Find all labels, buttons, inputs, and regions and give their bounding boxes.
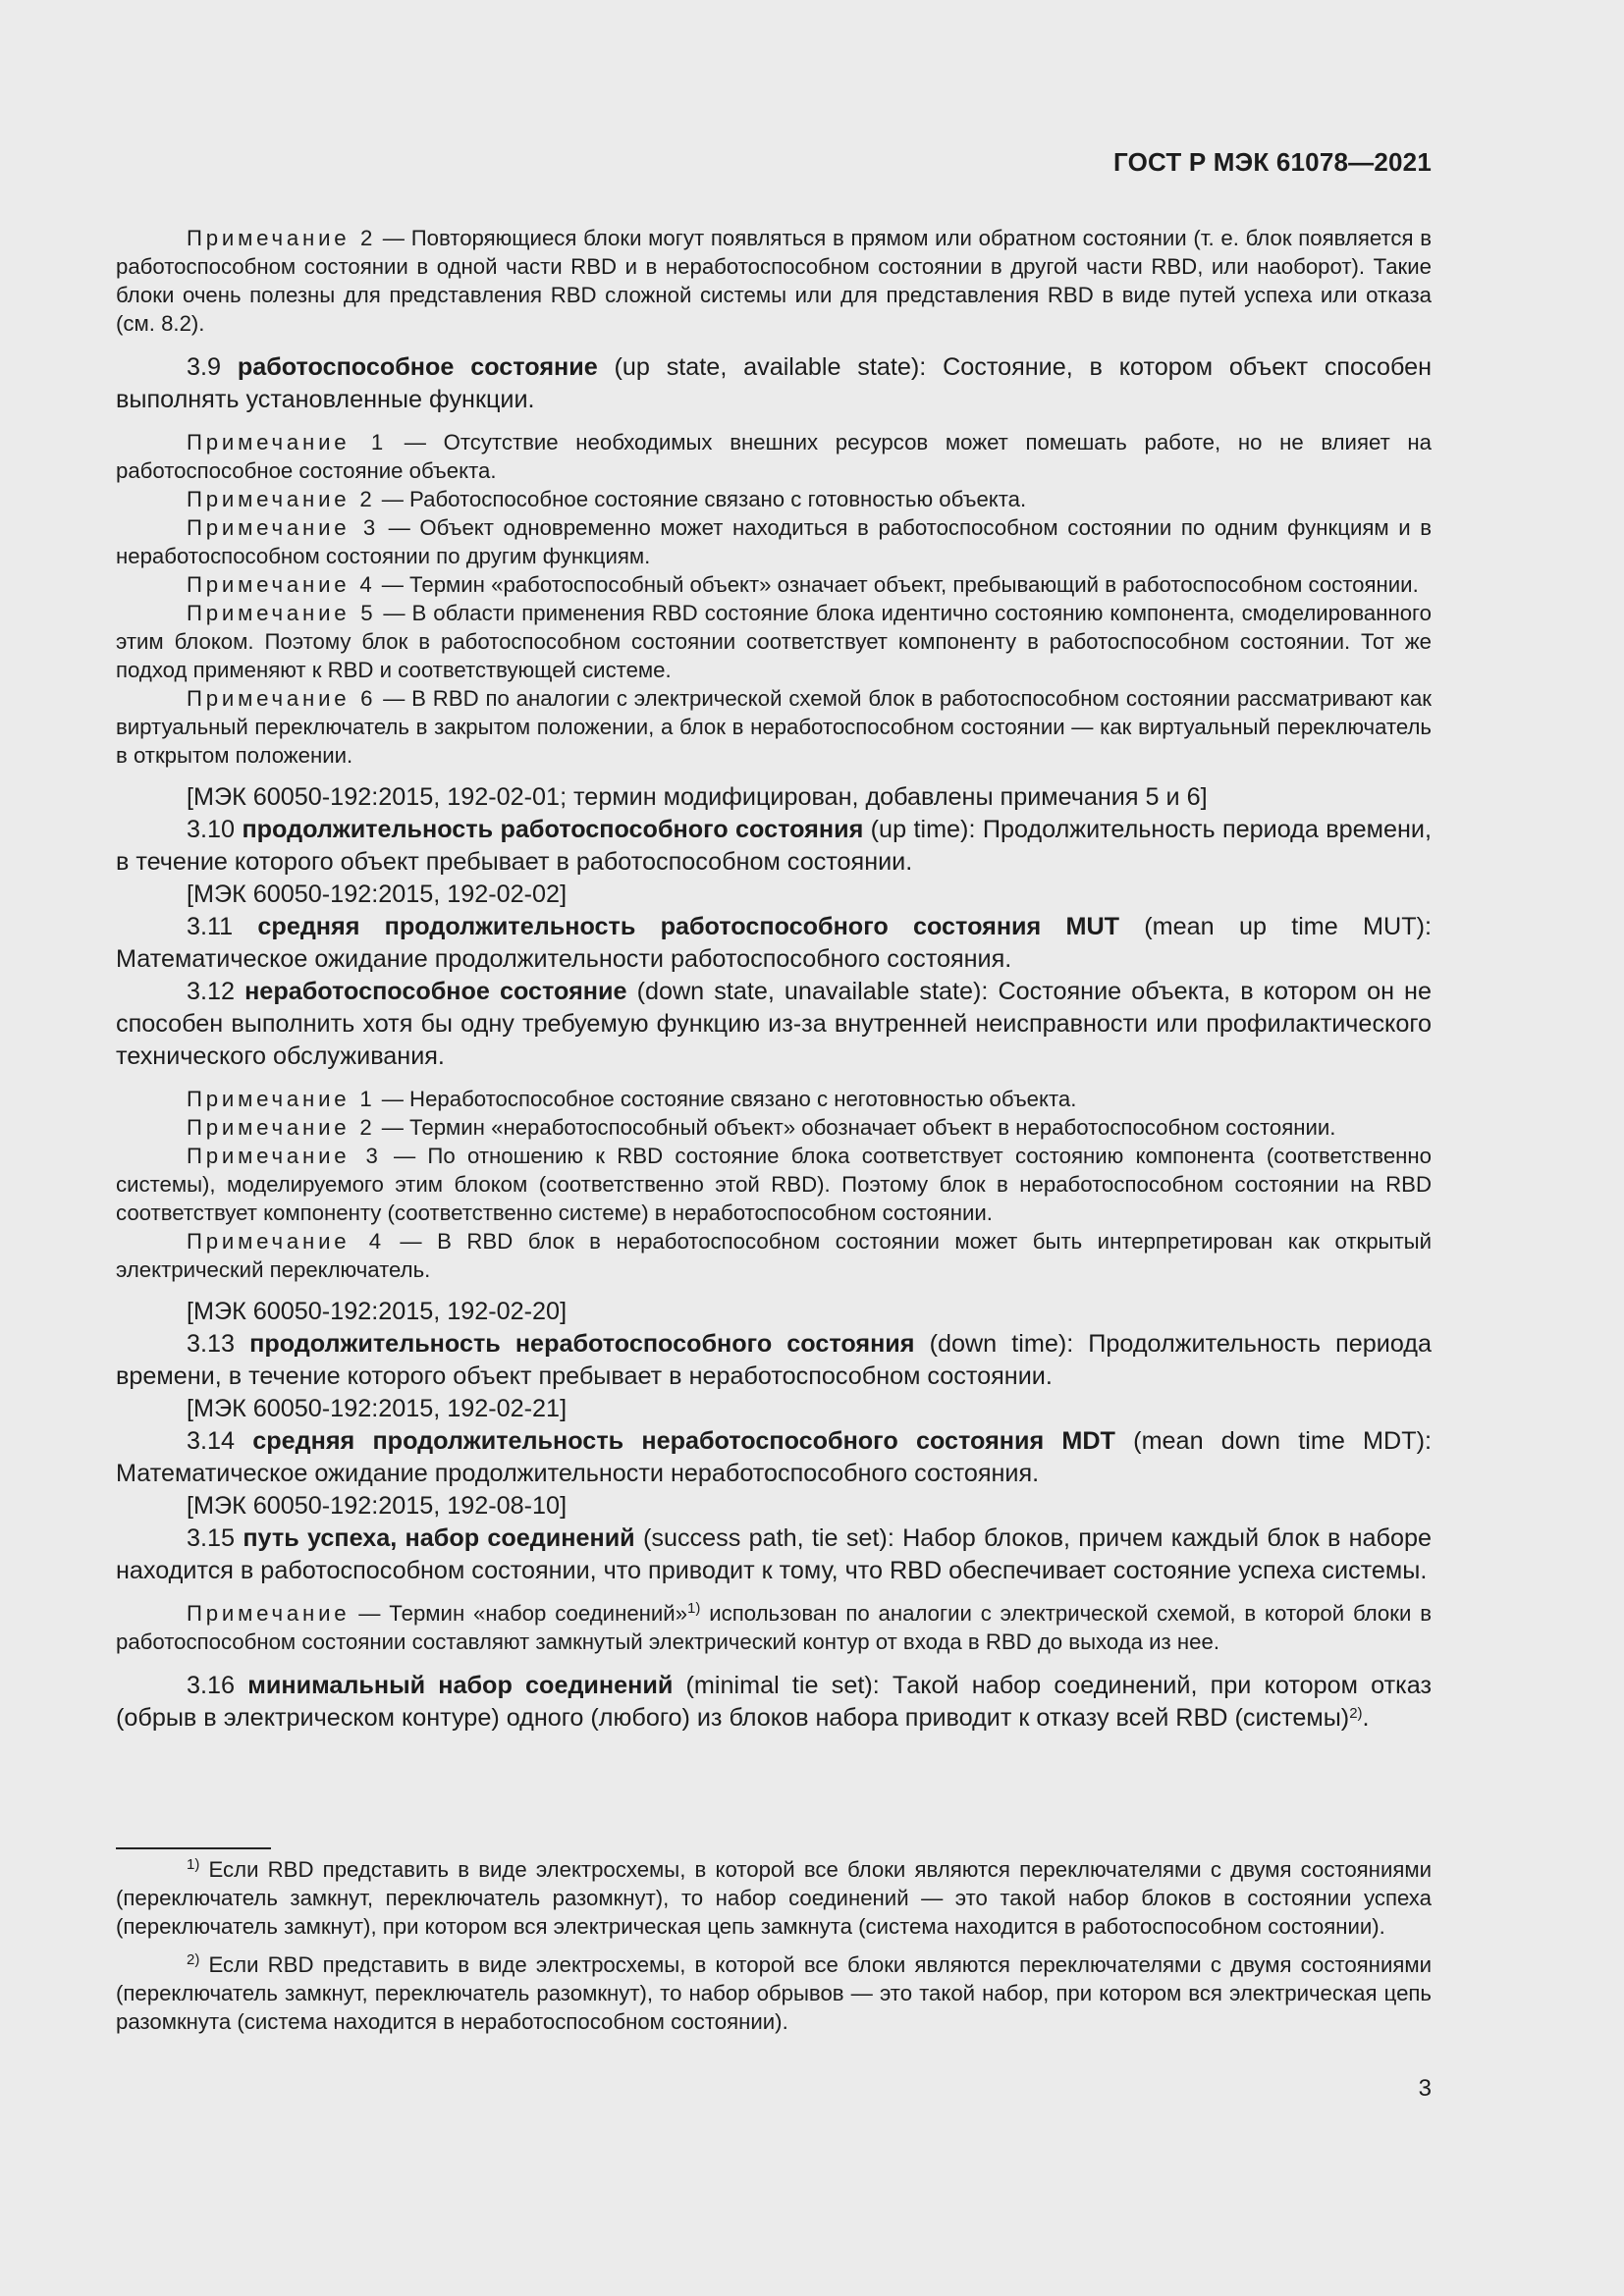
- term-3-9: [116, 351, 1432, 416]
- source-reference: [МЭК 60050-192:2015, 192-02-02]: [187, 881, 568, 908]
- term-name: средняя продолжительность неработоспособного состояния MDT: [252, 1427, 1115, 1455]
- note-text: — Работоспособное состояние связано с готовностью объекта.: [375, 487, 1027, 511]
- footnote-text: Если RBD представить в виде электросхемы, в которой все блоки являются переключателями с двумя состояниями (переключатель замкнут, переключатель разомкнут), то набор обрывов — это такой набор, при котором вся электрическая цепь разомкнута (система находится в неработоспособном состоянии).: [116, 1952, 1432, 2034]
- note-label: Примечание 2: [187, 226, 377, 250]
- note-text: — Термин «набор соединений»: [350, 1601, 688, 1626]
- term-definition: (mean up time MUT): Математическое ожидание продолжительности работоспособного состояния.: [116, 913, 1432, 973]
- term-number: 3.13: [187, 1330, 250, 1358]
- term-definition: (down state, unavailable state): Состояние объекта, в котором он не способен выполнить хотя бы одну требуемую функцию из-за внутренней неисправности или профилактического технического обслуживания.: [116, 978, 1432, 1070]
- note-text: — Объект одновременно может находиться в работоспособном состоянии по одним функциям и в неработоспособном состоянии по другим функциям.: [116, 515, 1432, 568]
- source-reference: [МЭК 60050-192:2015, 192-02-21]: [187, 1395, 568, 1422]
- note-text: — Отсутствие необходимых внешних ресурсов может помешать работе, но не влияет на работоспособное состояние объекта.: [116, 430, 1432, 483]
- footnote-2: [116, 1950, 1432, 2036]
- term-number: 3.15: [187, 1524, 244, 1552]
- note-text: — По отношению к RBD состояние блока соответствует состоянию компонента (соответственно системы), моделируемого этим блоком (соответственно этой RBD). Поэтому блок в неработоспособном состоянии на RBD соответствует компоненту (соответственно системе) в неработоспособном состоянии.: [116, 1144, 1433, 1225]
- note-3-8-2: [116, 224, 1432, 338]
- note-text: — Неработоспособное состояние связано с неготовностью объекта.: [375, 1087, 1077, 1111]
- note-label: Примечание 2: [187, 1115, 376, 1140]
- note-label: Примечание 3: [187, 1144, 382, 1168]
- note-3-9-3: [116, 513, 1432, 570]
- term-name: путь успеха, набор соединений: [243, 1524, 635, 1552]
- document-body: [116, 224, 1432, 1735]
- note-3-12-3: [116, 1142, 1432, 1227]
- note-text: — Термин «работоспособный объект» означает объект, пребывающий в работоспособном состоянии.: [375, 572, 1419, 597]
- term-name: минимальный набор соединений: [247, 1672, 674, 1699]
- term-name: продолжительность неработоспособного состояния: [249, 1330, 915, 1358]
- note-text: — Повторяющиеся блоки могут появляться в прямом или обратном состоянии (т. е. блок появляется в работоспособном состоянии в одной части RBD и в неработоспособном состоянии в другой части RBD, или наоборот). Такие блоки очень полезны для представления RBD сложной системы или для представления RBD в виде путей успеха или отказа (см. 8.2).: [116, 226, 1432, 336]
- footnote-divider: [116, 1847, 271, 1849]
- term-name: средняя продолжительность работоспособного состояния MUT: [257, 913, 1120, 940]
- term-number: 3.12: [187, 978, 245, 1005]
- note-label: Примечание 5: [187, 601, 377, 625]
- note-3-9-1: [116, 428, 1432, 485]
- term-number: 3.14: [187, 1427, 253, 1455]
- term-3-14: [116, 1425, 1432, 1490]
- note-3-12-4: [116, 1227, 1432, 1284]
- footnote-text: Если RBD представить в виде электросхемы, в которой все блоки являются переключателями с двумя состояниями (переключатель замкнут, переключатель разомкнут), то набор соединений — это такой набор блоков в состоянии успеха (переключатель замкнут), при котором вся электрическая цепь замкнута (система находится в работоспособном состоянии).: [116, 1857, 1432, 1939]
- term-definition: (success path, tie set): Набор блоков, причем каждый блок в наборе находится в работоспособном состоянии, что приводит к тому, что RBD обеспечивает состояние успеха системы.: [116, 1524, 1432, 1584]
- note-3-12-1: [116, 1085, 1432, 1113]
- note-label: Примечание 1: [187, 1087, 376, 1111]
- term-definition: .: [1362, 1704, 1370, 1732]
- note-label: Примечание 4: [187, 572, 376, 597]
- note-text: — В RBD по аналогии с электрической схемой блок в работоспособном состоянии рассматривают как виртуальный переключатель в закрытом положении, а блок в неработоспособном состоянии — как виртуальный переключатель в открытом положении.: [116, 686, 1432, 768]
- term-definition: (down time): Продолжительность периода времени, в течение которого объект пребывает в неработоспособном состоянии.: [116, 1330, 1432, 1390]
- note-text: — В RBD блок в неработоспособном состоянии может быть интерпретирован как открытый электрический переключатель.: [116, 1229, 1432, 1282]
- term-3-16: [116, 1670, 1432, 1735]
- term-number: 3.16: [187, 1672, 248, 1699]
- note-3-9-2: [116, 485, 1432, 513]
- footnote-mark: 2): [187, 1951, 200, 1968]
- term-number: 3.9: [187, 353, 238, 381]
- footnote-1: [116, 1855, 1432, 1941]
- note-label: Примечание 3: [187, 515, 379, 540]
- term-definition: (up time): Продолжительность периода времени, в течение которого объект пребывает в работоспособном состоянии.: [116, 816, 1432, 876]
- footnotes: [116, 1847, 1432, 2036]
- note-3-12-2: [116, 1113, 1432, 1142]
- term-name: работоспособное состояние: [237, 353, 598, 381]
- note-label: Примечание: [187, 1601, 351, 1626]
- term-3-10: [116, 814, 1432, 879]
- note-label: Примечание 6: [187, 686, 377, 711]
- term-definition: (minimal tie set): Такой набор соединений, при котором отказ (обрыв в электрическом контуре) одного (любого) из блоков набора приводит к отказу всей RBD (системы): [116, 1672, 1432, 1732]
- document-header: ГОСТ Р МЭК 61078—2021: [1112, 147, 1432, 177]
- note-3-9-4: [116, 570, 1432, 599]
- footnote-ref: 2): [1349, 1705, 1363, 1722]
- page-number: 3: [1418, 2075, 1432, 2102]
- term-name: неработоспособное состояние: [244, 978, 627, 1005]
- footnote-mark: 1): [187, 1856, 200, 1873]
- footnote-ref: 1): [687, 1600, 701, 1617]
- note-3-9-6: [116, 684, 1432, 770]
- note-3-9-5: [116, 599, 1432, 684]
- source-reference: [МЭК 60050-192:2015, 192-02-01; термин модифицирован, добавлены примечания 5 и 6]: [187, 783, 1208, 811]
- term-3-12: [116, 976, 1432, 1073]
- term-definition: (up state, available state): Состояние, в котором объект способен выполнять установленные функции.: [116, 353, 1433, 413]
- note-label: Примечание 1: [187, 430, 388, 454]
- term-number: 3.11: [187, 913, 258, 940]
- term-name: продолжительность работоспособного состояния: [242, 816, 864, 843]
- note-text: — В области применения RBD состояние блока идентично состоянию компонента, смоделированного этим блоком. Поэтому блок в работоспособном состоянии соответствует компоненту в работоспособном состоянии. Тот же подход применяют к RBD и соответствующей системе.: [116, 601, 1433, 682]
- note-label: Примечание 2: [187, 487, 376, 511]
- term-3-11: [116, 911, 1432, 976]
- source-reference: [МЭК 60050-192:2015, 192-08-10]: [187, 1492, 568, 1520]
- term-definition: (mean down time MDT): Математическое ожидание продолжительности неработоспособного состояния.: [116, 1427, 1432, 1487]
- term-3-13: [116, 1328, 1432, 1393]
- note-label: Примечание 4: [187, 1229, 385, 1254]
- note-3-15: [116, 1599, 1432, 1656]
- note-text: использован по аналогии с электрической схемой, в которой блоки в работоспособном состоянии составляют замкнутый электрический контур от входа в RBD до выхода из нее.: [116, 1601, 1432, 1654]
- source-reference: [МЭК 60050-192:2015, 192-02-20]: [187, 1298, 568, 1325]
- note-text: — Термин «неработоспособный объект» обозначает объект в неработоспособном состоянии.: [375, 1115, 1336, 1140]
- term-number: 3.10: [187, 816, 243, 843]
- term-3-15: [116, 1522, 1432, 1587]
